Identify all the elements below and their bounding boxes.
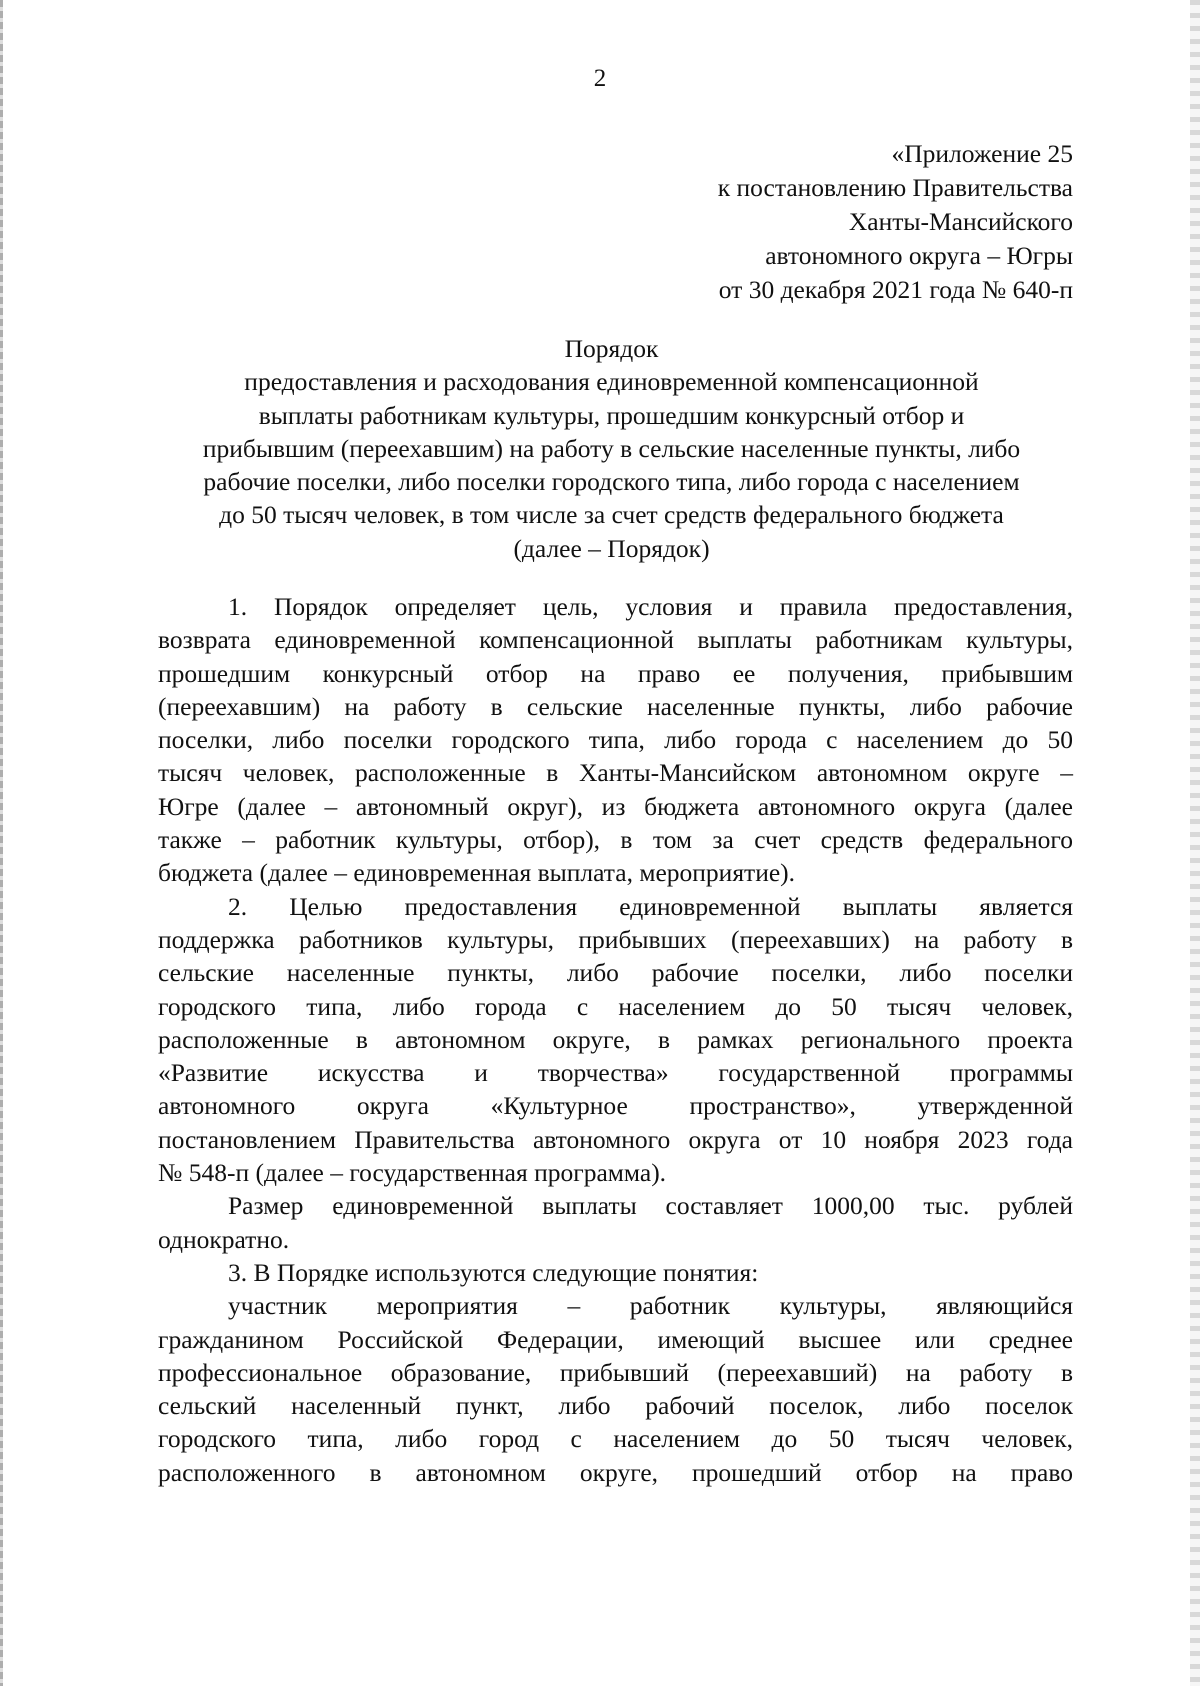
body-line: участник мероприятия – работник культуры, являющийся — [228, 1291, 1073, 1321]
appendix-line: к постановлению Правительства — [717, 173, 1073, 202]
title-line: до 50 тысяч человек, в том числе за счет средств федерального бюджета — [219, 500, 1004, 530]
title-line: рабочие поселки, либо поселки городского типа, либо города с населением — [203, 467, 1020, 497]
body-line: тысяч человек, расположенные в Ханты-Мансийском автономном округе – — [158, 758, 1073, 788]
body-line: возврата единовременной компенсационной выплаты работникам культуры, — [158, 625, 1073, 655]
body-line: 1. Порядок определяет цель, условия и правила предоставления, — [228, 592, 1073, 621]
body-line: № 548-п (далее – государственная программа). — [158, 1158, 667, 1188]
body-line: поддержка работников культуры, прибывших (переехавших) на работу в — [158, 924, 1073, 954]
body-line: 3. В Порядке используются следующие понятия: — [228, 1257, 759, 1287]
appendix-reference — [718, 137, 1073, 307]
body-line: автономного округа «Культурное пространство», утвержденной — [158, 1091, 1073, 1121]
body-line: Югре (далее – автономный округ), из бюджета автономного округа (далее — [158, 791, 1073, 821]
body-line: Размер единовременной выплаты составляет 1000,00 тыс. рублей — [228, 1191, 1073, 1221]
scan-edge-left — [0, 0, 3, 1686]
appendix-line: автономного округа – Югры — [765, 241, 1073, 270]
page-number: 2 — [593, 65, 607, 92]
body-line: городского типа, либо города с населением до 50 тысяч человек, — [158, 991, 1073, 1021]
title-line: предоставления и расходования единовременной компенсационной — [244, 367, 979, 397]
document-title — [150, 332, 1073, 565]
body-line: сельский населенный пункт, либо рабочий поселок, либо поселок — [158, 1391, 1073, 1421]
body-line: «Развитие искусства и творчества» государственной программы — [158, 1058, 1073, 1088]
title-line: (далее – Порядок) — [513, 533, 710, 563]
body-line: профессиональное образование, прибывший (переехавший) на работу в — [158, 1357, 1073, 1387]
document-body — [158, 590, 1073, 1489]
appendix-line: от 30 декабря 2021 года № 640-п — [718, 275, 1073, 304]
body-line: бюджета (далее – единовременная выплата, мероприятие). — [158, 858, 796, 888]
body-line: поселки, либо поселки городского типа, либо города с населением до 50 — [158, 725, 1073, 755]
title-line: прибывшим (переехавшим) на работу в сельские населенные пункты, либо — [202, 433, 1021, 463]
body-line: постановлением Правительства автономного округа от 10 ноября 2023 года — [158, 1124, 1073, 1154]
appendix-line: «Приложение 25 — [891, 139, 1073, 168]
body-line: сельские населенные пункты, либо рабочие поселки, либо поселки — [158, 958, 1073, 988]
body-line: городского типа, либо город с населением до 50 тысяч человек, — [158, 1424, 1073, 1454]
title-line: выплаты работникам культуры, прошедшим конкурсный отбор и — [258, 400, 965, 430]
body-line: также – работник культуры, отбор), в том за счет средств федерального — [158, 825, 1073, 855]
body-line: прошедшим конкурсный отбор на право ее получения, прибывшим — [158, 658, 1073, 688]
body-line: расположенного в автономном округе, прошедший отбор на право — [158, 1457, 1073, 1487]
body-line: 2. Целью предоставления единовременной выплаты является — [228, 891, 1073, 921]
appendix-line: Ханты-Мансийского — [848, 207, 1073, 236]
scan-edge-right — [1190, 0, 1200, 1686]
body-line: гражданином Российской Федерации, имеющий высшее или среднее — [158, 1324, 1073, 1354]
body-line: (переехавшим) на работу в сельские населенные пункты, либо рабочие — [158, 691, 1073, 721]
title-heading: Порядок — [564, 334, 659, 363]
body-line: расположенные в автономном округе, в рамках регионального проекта — [158, 1024, 1073, 1054]
body-line: однократно. — [158, 1224, 290, 1254]
